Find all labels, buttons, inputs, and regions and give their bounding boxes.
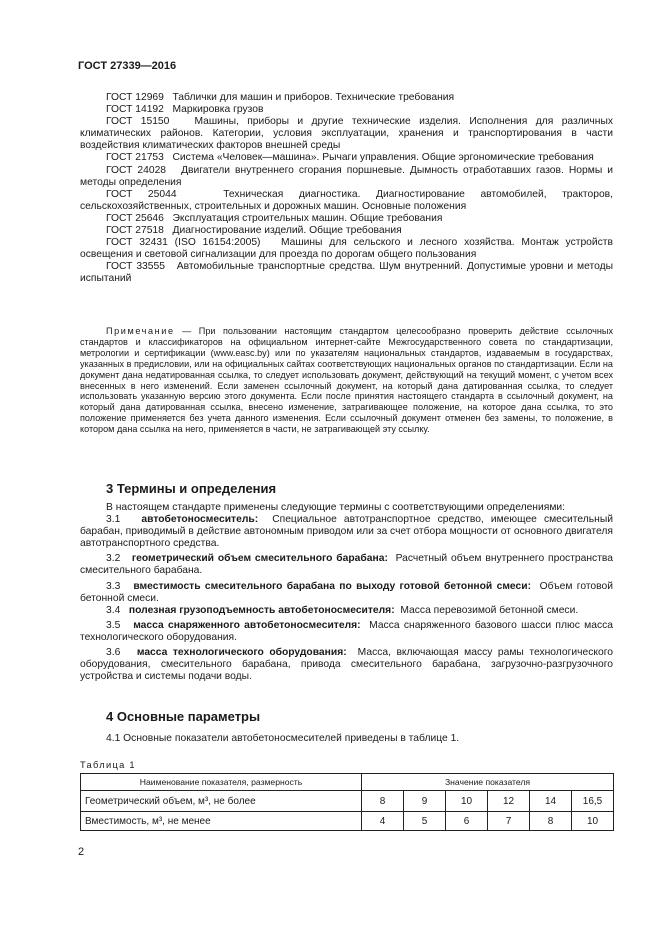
reference-item: ГОСТ 33555 Автомобильные транспортные средства. Шум внутренний. Допустимые уровни и методы испытаний [80,261,613,285]
term-name: вместимость смесительного барабана по выходу готовой бетонной смеси: [133,580,532,592]
value-cell: 8 [530,812,572,831]
term-item: 3.6 масса технологического оборудования: Масса, включающая массу рамы технологического оборудования, смесительного барабана, привода смесительного барабана, загрузочно-разгрузочного устройства и системы подачи воды. [80,647,613,683]
value-cell: 10 [572,812,614,831]
value-cell: 4 [362,812,404,831]
table-caption: Таблица 1 [80,760,136,770]
term-item: 3.4 полезная грузоподъемность автобетоносмесителя: Масса перевозимой бетонной смеси. [106,604,579,616]
header-cell-name: Наименование показателя, размерность [81,774,362,791]
page-number: 2 [78,846,85,858]
value-cell: 12 [488,791,530,812]
term-name: геометрический объем смесительного барабана: [131,553,388,565]
value-cell: 16,5 [572,791,614,812]
reference-item: ГОСТ 12969 Таблички для машин и приборов. Технические требования [106,92,455,103]
value-cell: 10 [446,791,488,812]
value-cell: 14 [530,791,572,812]
value-cell: 9 [404,791,446,812]
term-name: полезная грузоподъемность автобетоносмесителя: [128,604,395,616]
section-3-heading: 3 Термины и определения [106,481,277,496]
note-paragraph [80,326,613,435]
value-cell: 7 [488,812,530,831]
value-cell: 8 [362,791,404,812]
table-row [81,791,614,812]
term-item: 3.5 масса снаряженного автобетоносмесителя: Масса снаряженного базового шасси плюс масса технологического оборудования. [80,619,613,643]
reference-item: ГОСТ 14192 Маркировка грузов [106,104,264,116]
term-name: масса снаряженного автобетоносмесителя: [133,619,361,631]
term-item: 3.2 геометрический объем смесительного барабана: Расчетный объем внутреннего пространства смесительного барабана. [80,553,613,577]
reference-item: ГОСТ 21753 Система «Человек—машина». Рычаги управления. Общие эргономические требования [106,152,594,164]
normative-references-list [80,92,613,286]
paragraph-4-1: 4.1 Основные показатели автобетоносмесителей приведены в таблице 1. [106,733,460,744]
reference-item: ГОСТ 15150 Машины, приборы и другие технические изделия. Исполнения для различных климатических районов. Категории, условия эксплуатации, хранения и транспортирования в части воздействия климатических факторов внешней среды [80,116,614,152]
terms-intro: В настоящем стандарте применены следующие термины с соответствующими определениями: [106,502,566,513]
term-name: автобетоносмеситель: [141,514,259,526]
row-label: Вместимость, м³, не менее [81,812,362,831]
term-item: 3.3 вместимость смесительного барабана по выходу готовой бетонной смеси: Объем готовой бетонной смеси. [80,580,613,604]
row-label: Геометрический объем, м³, не более [81,791,362,812]
parameters-table [80,773,614,831]
table-header-row [81,774,614,791]
note-text: — При пользовании настоящим стандартом целесообразно проверить действие ссылочных стандартов и классификаторов на официальном интернет-сайте Межгосударственного совета по стандартизации, метрологии и сертификации (www.easc.by) или по указателям национальных стандартов, издаваемым в государствах, указанных в предисловии, или на официальных сайтах соответствующих национальных органов по стандартизации. Если на документ дана недатированная ссылка, то следует использовать документ, действующий на текущий момент, с учетом всех внесенных в него изменений. Если заменен ссылочный документ, на который дана датированная ссылка, то следует использовать указанную версию этого документа. Если после принятия настоящего стандарта в ссылочный документ, на который дана датированная ссылка, внесено изменение, затрагивающее положение, на которое дана ссылка, то это положение применяется без учета данного изменения. Если ссылочный документ отменен без замены, то положение, в котором дана ссылка на него, применяется в части, не затрагивающей эту ссылку. [80,326,613,435]
reference-item: ГОСТ 24028 Двигатели внутреннего сгорания поршневые. Дымность отработавших газов. Нормы и методы определения [80,164,613,188]
terms-list [80,502,613,683]
reference-item: ГОСТ 25646 Эксплуатация строительных машин. Общие требования [106,212,443,224]
reference-item: ГОСТ 25044 Техническая диагностика. Диагностирование автомобилей, тракторов, сельскохозяйственных, строительных и дорожных машин. Основные положения [80,188,613,212]
reference-item: ГОСТ 32431 (ISO 16154:2005) Машины для сельского и лесного хозяйства. Монтаж устройств освещения и световой сигнализации для проезда по дорогам общего пользования [80,237,613,261]
header-cell-values: Значение показателя [362,774,614,791]
reference-item: ГОСТ 27518 Диагностирование изделий. Общие требования [106,225,402,237]
table-row [81,812,614,831]
document-code-header: ГОСТ 27339—2016 [78,60,177,72]
term-name: масса технологического оборудования: [136,647,347,659]
value-cell: 5 [404,812,446,831]
section-4-heading: 4 Основные параметры [106,709,261,724]
note-label: Примечание [106,326,175,336]
value-cell: 6 [446,812,488,831]
term-item: 3.1 автобетоносмеситель: Специальное автотранспортное средство, имеющее смесительный барабан, приводимый в действие автономным приводом или за счет отбора мощности от основного двигателя автотранспортного средства. [80,514,613,550]
